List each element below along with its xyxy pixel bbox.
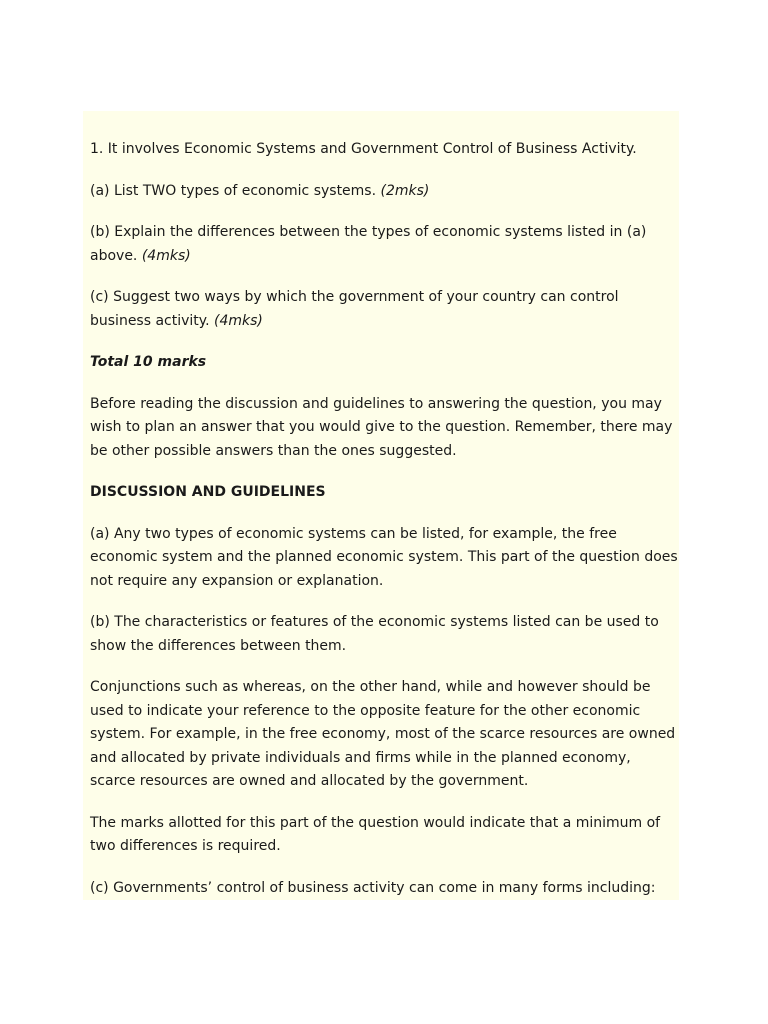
question-part-b-text: (b) Explain the differences between the types of economic systems listed in (a) above.: [90, 224, 647, 264]
question-part-c: [90, 286, 678, 333]
question-part-a: [90, 180, 678, 204]
question-part-b: [90, 221, 678, 268]
discussion-paragraph: (a) Any two types of economic systems can be listed, for example, the free economic system and the planned economic system. This part of the question does not require any expansion or explanation.: [90, 525, 678, 589]
question-part-a-marks: (2mks): [380, 182, 430, 199]
question-part-c-marks: (4mks): [213, 312, 263, 329]
question-part-b-marks: (4mks): [141, 247, 191, 264]
discussion-paragraph: The marks allotted for this part of the question would indicate that a minimum of two differences is required.: [90, 814, 661, 854]
question-part-c-text: (c) Suggest two ways by which the government of your country can control business activity.: [90, 289, 619, 329]
discussion-heading: DISCUSSION AND GUIDELINES: [90, 484, 326, 500]
discussion-paragraph: (c) Governments’ control of business activity can come in many forms including:: [90, 879, 656, 896]
total-marks: Total 10 marks: [90, 354, 207, 370]
question-intro: 1. It involves Economic Systems and Government Control of Business Activity.: [90, 141, 637, 157]
discussion-paragraph: Conjunctions such as whereas, on the other hand, while and however should be used to indicate your reference to the opposite feature for the other economic system. For example, in the free economy, most of the scarce resources are owned and allocated by private individuals and firms while in the planned economy, scarce resources are owned and allocated by the government.: [90, 679, 676, 789]
question-part-a-text: (a) List TWO types of economic systems.: [90, 182, 377, 199]
before-reading-note: Before reading the discussion and guidelines to answering the question, you may wish to plan an answer that you would give to the question. Remember, there may be other possible answers than the ones suggested.: [90, 395, 673, 459]
discussion-paragraph: (b) The characteristics or features of the economic systems listed can be used to show the differences between them.: [90, 614, 659, 654]
document-page: [83, 111, 679, 900]
document-body: [90, 138, 678, 900]
